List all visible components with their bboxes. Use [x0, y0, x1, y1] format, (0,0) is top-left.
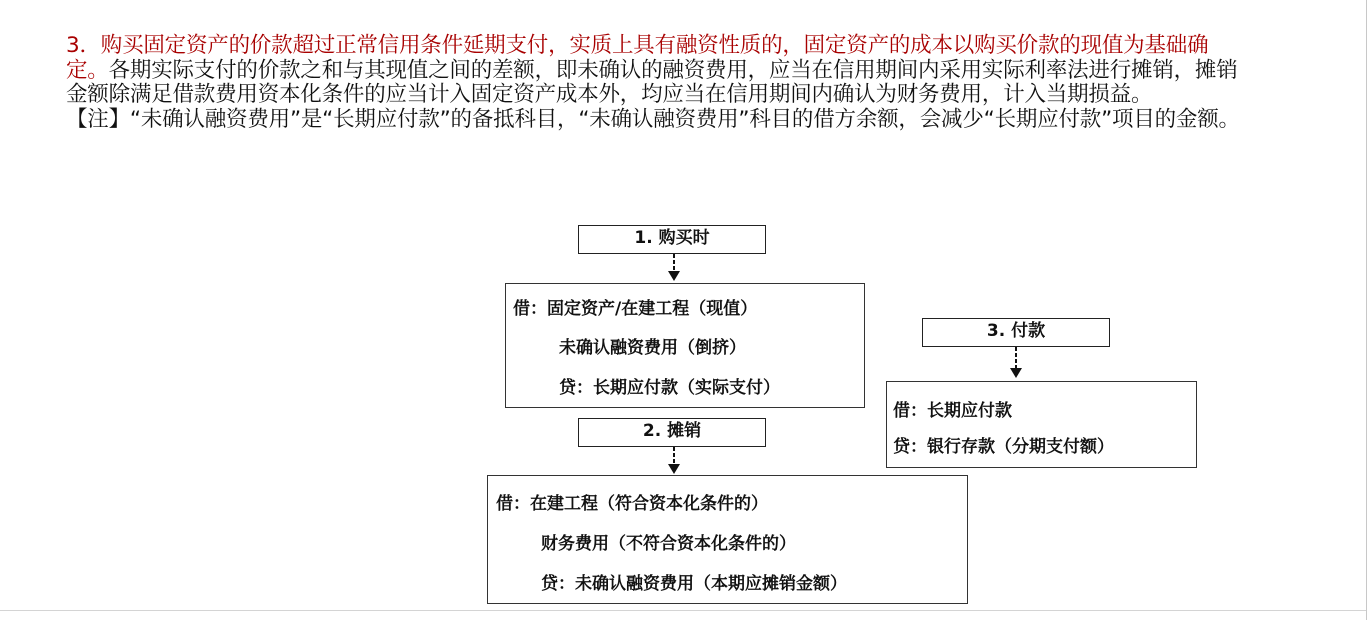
right-border-line — [1366, 0, 1367, 620]
step1-credit-line: 贷：长期应付款（实际支付） — [559, 378, 780, 398]
step2-debit-line-2: 财务费用（不符合资本化条件的） — [541, 534, 796, 554]
step2-arrow-icon — [664, 447, 684, 475]
step2-label-box: 2. 摊销 — [578, 418, 766, 447]
step2-debit-line: 借：在建工程（符合资本化条件的） — [496, 494, 768, 514]
step1-arrow-icon — [664, 254, 684, 282]
step3-debit-line: 借：长期应付款 — [893, 401, 1012, 421]
content-text — [66, 34, 1246, 132]
paragraph-rest: 各期实际支付的价款之和与其现值之间的差额，即未确认的融资费用，应当在信用期间内采用实际利率法进行摊销，摊销金额除满足借款费用资本化条件的应当计入固定资产成本外，均应当在信用期间内确认为财务费用，计入当期损益。 — [66, 57, 1238, 107]
step3-arrow-icon — [1006, 347, 1026, 379]
step3-journal-entry — [886, 381, 1197, 468]
main-paragraph — [66, 34, 1246, 108]
step3-label-box: 3. 付款 — [922, 318, 1110, 347]
bottom-border-line — [0, 610, 1366, 611]
step1-journal-entry — [505, 283, 865, 408]
step3-credit-line: 贷：银行存款（分期支付额） — [893, 437, 1114, 457]
step1-debit-line-2: 未确认融资费用（倒挤） — [559, 338, 746, 358]
note-paragraph: 【注】“未确认融资费用”是“长期应付款”的备抵科目，“未确认融资费用”科目的借方余额，会减少“长期应付款”项目的金额。 — [66, 106, 1240, 132]
step1-debit-line: 借：固定资产/在建工程（现值） — [513, 299, 758, 319]
step2-journal-entry — [487, 475, 968, 604]
step1-label-box: 1. 购买时 — [578, 225, 766, 254]
step2-credit-line: 贷：未确认融资费用（本期应摊销金额） — [541, 574, 847, 594]
highlighted-sentence: 3．购买固定资产的价款超过正常信用条件延期支付，实质上具有融资性质的，固定资产的成本以购买价款的现值为基础确定。 — [66, 33, 1209, 83]
